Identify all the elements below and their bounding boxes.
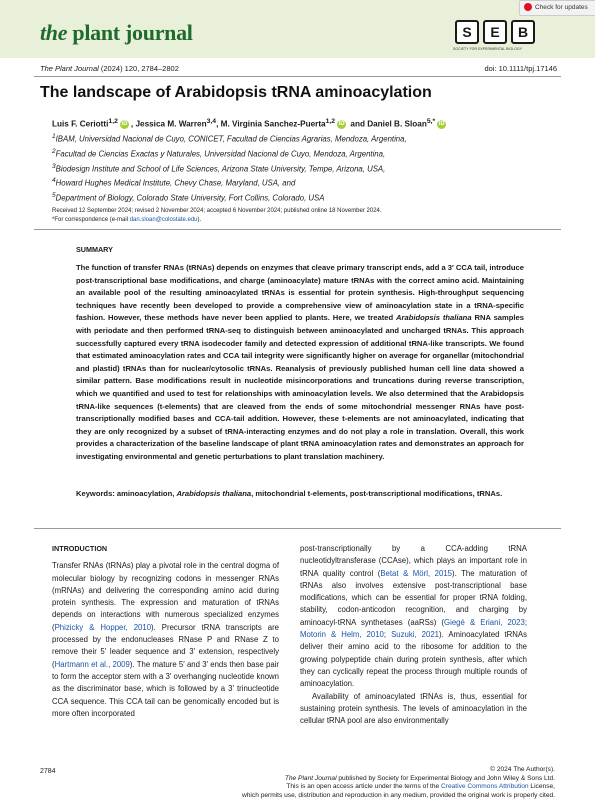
license-line <box>125 783 555 792</box>
divider <box>34 76 561 77</box>
affiliation-text: Facultad de Ciencias Exactas y Naturales, Universidad Nacional de Cuyo, Mendoza, Argentina, <box>55 149 386 159</box>
body-paragraph <box>300 543 527 691</box>
license-line-2: which permits use, distribution and reproduction in any medium, provided the original work is properly cited. <box>242 791 555 799</box>
footer-publisher: published by Society for Experimental Biology and John Wiley & Sons Ltd. <box>336 774 555 782</box>
copyright: © 2024 The Author(s). <box>490 766 555 773</box>
author-affil-sup: 5,* <box>426 118 436 125</box>
citation-link[interactable]: Hartmann et al., 2009 <box>54 659 130 669</box>
affiliation <box>52 146 407 161</box>
affiliation-sup: 5 <box>52 192 56 200</box>
author-name[interactable]: , M. Virginia Sanchez-Puerta <box>216 119 326 129</box>
affiliation-text: Biodesign Institute and School of Life Sciences, Arizona State University, Tempe, Arizona, USA, <box>55 164 386 174</box>
body-paragraph: Availability of aminoacylated tRNAs is, thus, essential for sustaining protein synthesis. The levels of aminoacylation in the cellular tRNA pool are also environmentally <box>300 691 527 726</box>
journal-logo-name: plant journal <box>72 20 193 45</box>
orcid-icon[interactable]: iD <box>121 121 128 128</box>
affiliation <box>52 161 407 176</box>
author-name[interactable]: , Jessica M. Warren <box>130 119 207 129</box>
summary-part: RNA samples with periodate and then performed tRNA-seq to distinguish between aminoacylated and uncharged tRNAs. This approach successfully captured every tRNA isodecoder family and detected expression of additional tRNA-like transcripts. We found that estimated aminoacylation rates and CCA tail integrity were significantly higher on average for organellar (mitochondrial and plastid) tRNAs than for nuclear/cytosolic tRNAs. Reanalysis of previously published human cell line data showed a similar pattern. Base modifications result in nucleotide misincorporations and truncations during reverse transcription, which we quantified and used to test for relationships with aminoacylation levels. We also determined that the Arabidopsis tRNA-like sequences (t-elements) that are cleaved from the ends of some mitochondrial messenger RNAs have post-transcriptionally modified bases and CCA-tail addition. However, these t-elements are not aminoacylated, indicating that they are only recognized by a subset of tRNA-interacting enzymes and do not play a role in translation. Overall, this work provides a characterization of the baseline landscape of plant tRNA aminoacylation rates and demonstrates an approach for investigating environmental and genetic perturbations to plant translation machinery. <box>76 313 524 461</box>
article-citation <box>40 64 179 73</box>
affiliation-sup: 2 <box>52 147 56 155</box>
body-text: ). The mature 5′ and 3′ ends then base pair to form the acceptor stem with a 3′ overhanging nucleotide known as the discriminator base, which is followed by a 3′ trinucleotide CCA sequence. This CCA tail can be genomically encoded but is more often incorporated <box>52 659 279 718</box>
citation-journal: The Plant Journal <box>40 64 99 73</box>
author-affil-sup: 1,2 <box>325 118 336 125</box>
keywords-species: Arabidopsis thaliana <box>176 489 252 498</box>
correspondence <box>52 216 382 225</box>
keywords-rest: , mitochondrial t-elements, post-transcriptional modifications, tRNAs. <box>251 489 503 498</box>
received-dates <box>52 207 382 224</box>
citation-link[interactable]: Giegé & Eriani, 2023 <box>444 617 525 627</box>
affiliation <box>52 190 407 205</box>
society-letter-s: S <box>455 20 479 44</box>
journal-logo-prefix: the <box>40 20 68 45</box>
body-text: ). Aminoacylated tRNAs deliver their amino acid to the ribosome for addition to the growing polypeptide chain during protein synthesis, after which they can cyclically repeat the process through multiple rounds of aminoacylation. <box>300 630 527 689</box>
affiliation-sup: 3 <box>52 162 56 170</box>
body-text: ; <box>524 617 527 627</box>
affiliation-text: Howard Hughes Medical Institute, Chevy Chase, Maryland, USA, and <box>55 178 296 188</box>
affiliation-text: IBAM, Universidad Nacional de Cuyo, CONICET, Facultad de Ciencias Agrarias, Mendoza, Argentina, <box>55 134 407 144</box>
publisher-line <box>125 775 555 784</box>
author-affil-sup: 3,4 <box>206 118 217 125</box>
received-history: Received 12 September 2024; revised 2 November 2024; accepted 6 November 2024; published online 18 November 2024. <box>52 208 382 214</box>
society-logo[interactable] <box>455 20 535 44</box>
license-text: License, <box>528 783 555 791</box>
license-footer <box>125 766 555 800</box>
correspondence-suffix: ). <box>197 216 202 223</box>
check-updates-label: Check for updates <box>535 4 588 11</box>
body-text: ). Precursor tRNA transcripts are processed by the endonucleases RNase P and RNase Z to remove their 5′ leader sequence and 3′ extension, respectively ( <box>52 622 280 669</box>
summary-part: The function of transfer RNAs (tRNAs) depends on enzymes that cleave primary transcript ends, add a 3′ CCA tail, introduce post-transcriptional base modifications, and charge (aminoacylate) mature tRNAs with the correct amino acid. Maintaining an available pool of the resulting aminoacylated tRNAs is essential for protein synthesis. High-throughput sequencing techniques have recently been developed to provide a comprehensive view of aminoacylation state in a tRNA-specific fashion. However, these methods have never been applied to plants. Here, we treated <box>76 263 524 323</box>
author-list <box>52 118 448 129</box>
correspondence-prefix: *For correspondence (e-mail <box>52 216 130 223</box>
citation-volume: (2024) 120, 2784–2802 <box>98 64 179 73</box>
keywords-label: Keywords: aminoacylation, <box>76 489 177 498</box>
author-affil-sup: 1,2 <box>108 118 118 125</box>
author-name[interactable]: Luis F. Ceriotti <box>52 119 109 129</box>
author-name[interactable]: and Daniel B. Sloan <box>348 119 427 129</box>
check-updates-icon <box>524 3 532 11</box>
license-link[interactable]: Creative Commons Attribution <box>441 783 529 791</box>
society-letter-e: E <box>483 20 507 44</box>
affiliation-list <box>52 131 407 205</box>
body-column-left <box>52 543 279 720</box>
society-tagline: SOCIETY FOR EXPERIMENTAL BIOLOGY <box>453 47 523 51</box>
correspondence-email-link[interactable]: dan.sloan@colostate.edu <box>129 216 198 223</box>
summary-text <box>76 262 524 464</box>
affiliation <box>52 131 407 146</box>
journal-logo[interactable] <box>40 20 193 46</box>
society-letter-b: B <box>511 20 535 44</box>
citation-link[interactable]: Betat & Mörl, 2015 <box>380 568 452 578</box>
body-text: post-transcriptionally by a CCA-adding tRNA nucleotidyltransferase (CCAse), which plays an important role in tRNA quality control ( <box>300 544 527 578</box>
body-text: Transfer RNAs (tRNAs) play a pivotal role in the central dogma of molecular biology by recognizing codons in messenger RNAs (mRNAs) and delivering the corresponding amino acid during protein synthesis. The expression and maturation of tRNAs depends on interactions with numerous specialized enzymes ( <box>52 561 279 632</box>
affiliation-sup: 1 <box>52 133 56 140</box>
check-updates-button[interactable] <box>519 0 595 16</box>
citation-link[interactable]: Motorin & Helm, 2010 <box>300 630 384 640</box>
citation-link[interactable]: Suzuki, 2021 <box>391 630 439 640</box>
introduction-heading: INTRODUCTION <box>52 544 108 553</box>
affiliation <box>52 175 407 190</box>
license-text: This is an open access article under the terms of the <box>286 783 441 791</box>
body-column-right <box>300 543 527 727</box>
divider <box>34 528 561 529</box>
affiliation-text: Department of Biology, Colorado State University, Fort Collins, Colorado, USA <box>55 193 325 203</box>
divider <box>34 229 561 230</box>
article-doi[interactable]: doi: 10.1111/tpj.17146 <box>484 64 557 73</box>
summary-heading: SUMMARY <box>76 245 113 254</box>
body-text: ; <box>383 630 392 640</box>
body-text: ). The maturation of tRNAs also involves extensive post-transcriptional base modifications, which can be essential for proper tRNA folding, stability, codon-anticodon recognition, and charging by aminoacyl-tRNA synthetases (aaRSs) ( <box>300 568 527 627</box>
affiliation-sup: 4 <box>52 177 56 185</box>
page-number: 2784 <box>40 768 56 775</box>
orcid-icon[interactable]: iD <box>438 121 445 128</box>
article-title: The landscape of Arabidopsis tRNA aminoacylation <box>40 84 432 101</box>
orcid-icon[interactable]: iD <box>338 121 345 128</box>
citation-link[interactable]: Phizicky & Hopper, 2010 <box>54 622 152 632</box>
footer-journal: The Plant Journal <box>284 774 337 782</box>
summary-species: Arabidopsis thaliana <box>396 313 472 323</box>
keywords <box>76 488 524 501</box>
body-paragraph <box>52 560 279 720</box>
